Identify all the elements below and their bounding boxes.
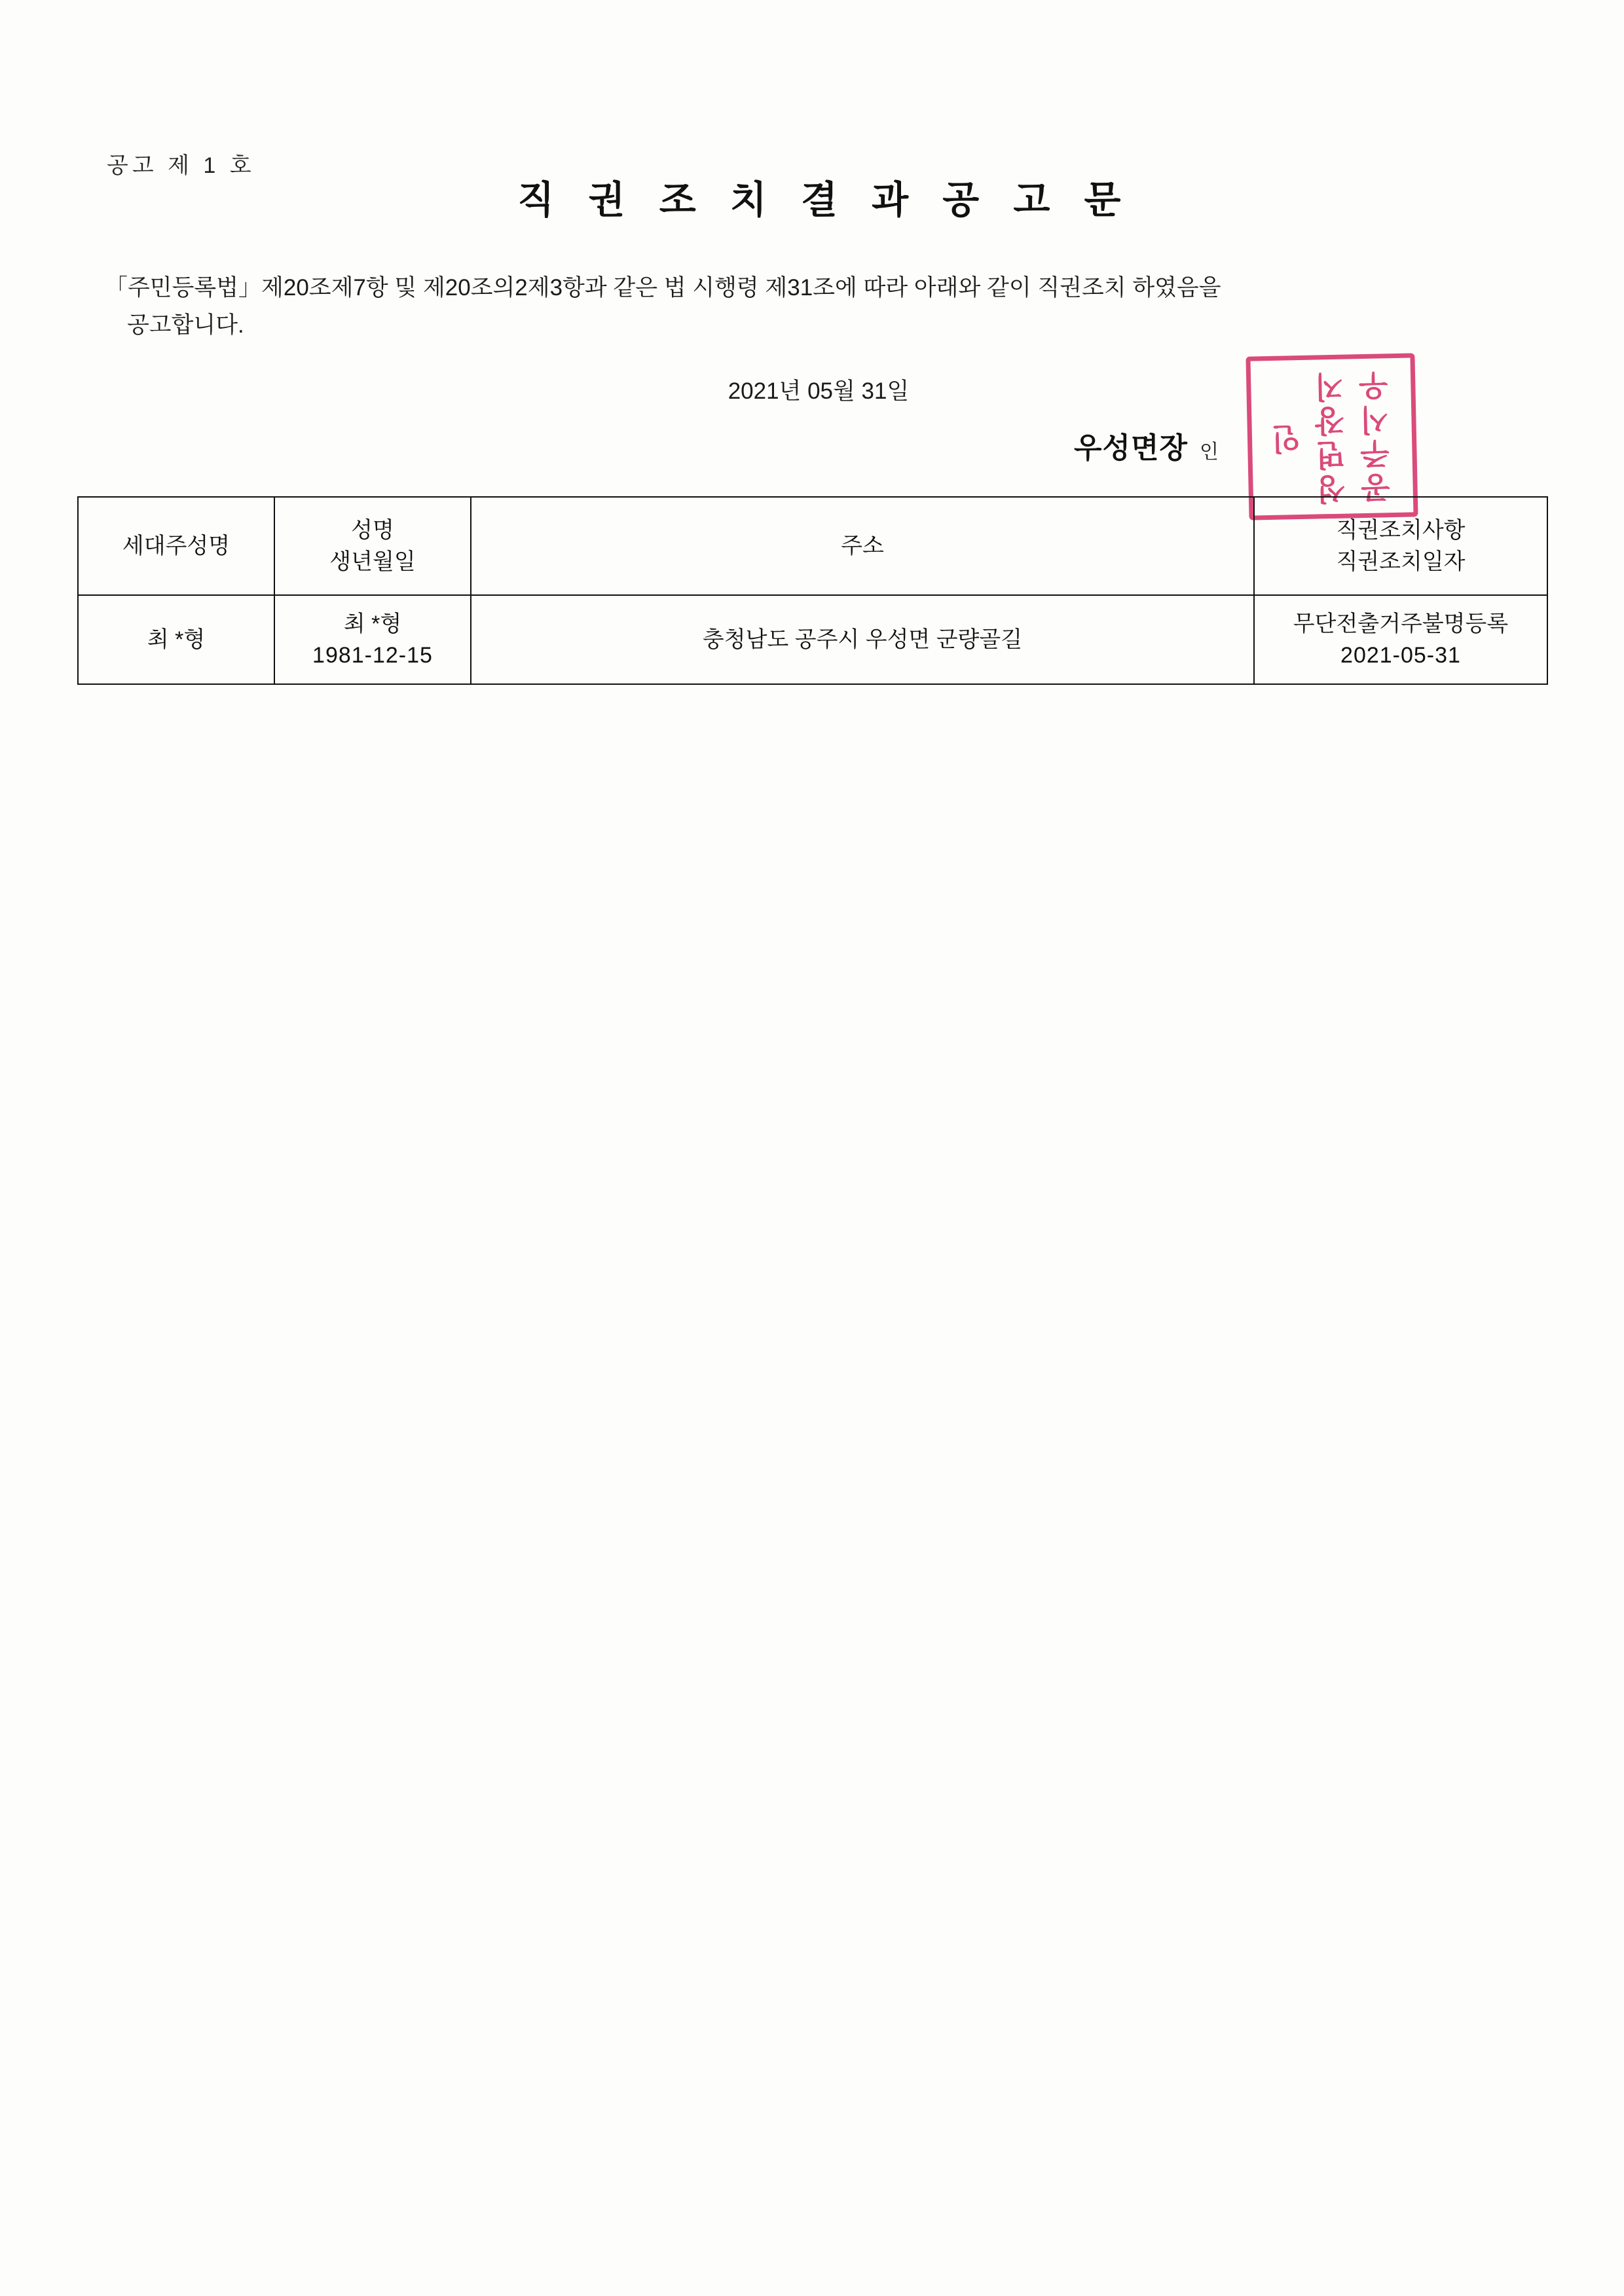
legal-basis-line-1: 「주민등록법」제20조제7항 및 제20조의2제3항과 같은 법 시행령 제31조에 따라 아래와 같이 직권조치 하였음을 — [105, 275, 1221, 301]
column-header-birth-date-label: 생년월일 — [329, 549, 416, 574]
cell-action — [1254, 595, 1547, 684]
signature-block — [1074, 424, 1219, 466]
seal-column-left: 인 — [1269, 420, 1306, 455]
notice-number: 공고 제 1 호 — [107, 153, 255, 178]
column-header-address — [471, 497, 1254, 595]
cell-name-birth — [274, 595, 471, 684]
seal-column-middle: 성면장지 — [1312, 368, 1352, 505]
column-header-action-detail-label: 직권조치사항 — [1336, 517, 1466, 543]
cell-action-date-value: 2021-05-31 — [1340, 643, 1461, 668]
cell-birth-date-value: 1981-12-15 — [312, 643, 433, 668]
column-header-householder-name — [78, 497, 274, 595]
table-row — [78, 595, 1547, 684]
cell-householder-name-value: 최 *형 — [147, 627, 206, 652]
legal-basis-paragraph — [105, 270, 1519, 344]
column-header-action-date-label: 직권조치일자 — [1336, 549, 1466, 574]
cell-address-value: 충청남도 공주시 우성면 군량골길 — [702, 627, 1023, 652]
cell-action-detail-value: 무단전출거주불명등록 — [1293, 611, 1509, 636]
issue-date: 2021년 05월 31일 — [728, 378, 910, 404]
seal-column-right: 공주시우 — [1357, 367, 1395, 505]
column-header-person-name-label: 성명 — [351, 517, 394, 543]
disposition-table — [77, 496, 1548, 685]
issuer-name: 우성면장 — [1074, 432, 1189, 464]
column-header-action — [1254, 497, 1547, 595]
cell-person-name-value: 최 *형 — [343, 611, 402, 636]
column-header-name-birth — [274, 497, 471, 595]
page-title: 직 권 조 치 결 과 공 고 문 — [517, 179, 1133, 221]
cell-householder-name — [78, 595, 274, 684]
cell-address — [471, 595, 1254, 684]
official-seal-stamp — [1246, 353, 1418, 520]
column-header-householder-name-label: 세대주성명 — [122, 533, 231, 558]
table-header-row — [78, 497, 1547, 595]
column-header-address-label: 주소 — [841, 533, 884, 558]
seal-label: 인 — [1200, 441, 1219, 463]
legal-basis-line-2: 공고합니다. — [127, 312, 244, 338]
